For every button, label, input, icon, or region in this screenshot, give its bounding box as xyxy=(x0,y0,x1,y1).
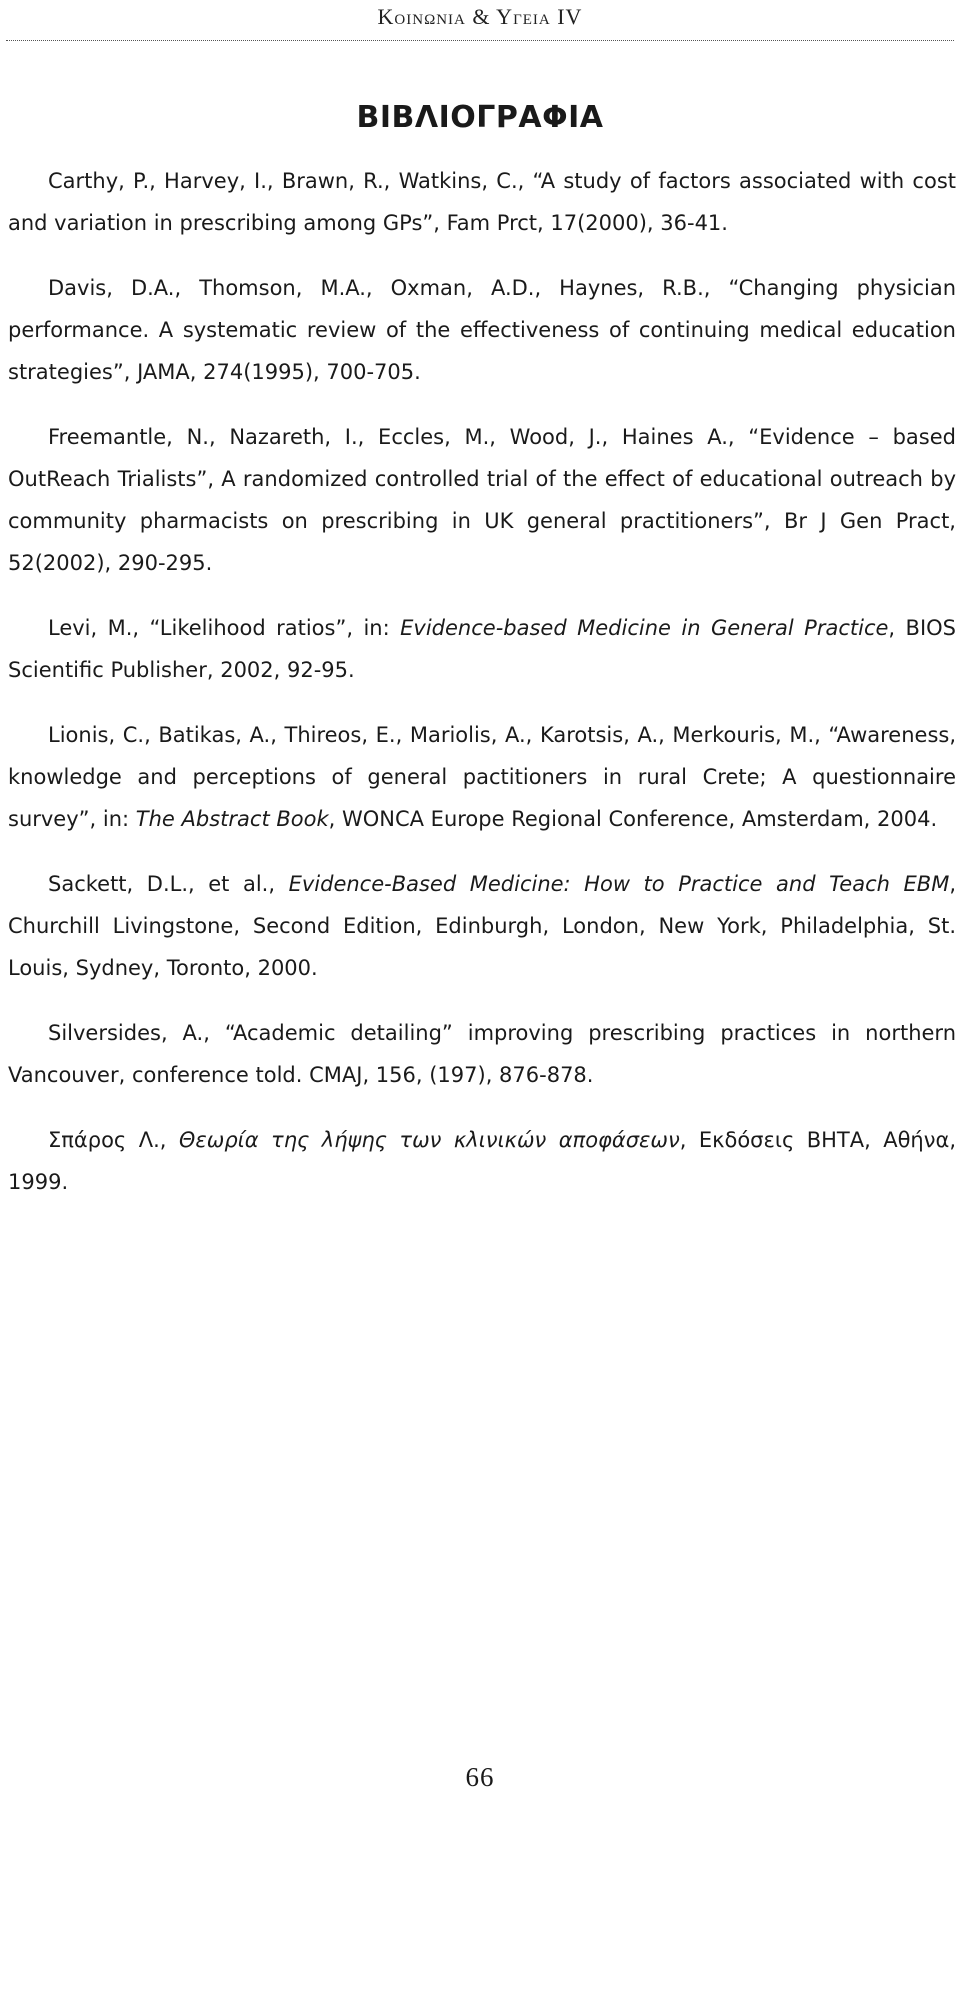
reference-italic-title: Evidence-based Medicine in General Practice xyxy=(400,616,889,640)
reference-item xyxy=(8,607,956,691)
page-number: 66 xyxy=(465,1762,495,1792)
reference-item xyxy=(8,714,956,840)
reference-text-tail: , WONCA Europe Regional Conference, Amsterdam, 2004. xyxy=(328,807,938,831)
reference-text: Carthy, P., Harvey, I., Brawn, R., Watkins, C., “A study of factors associated with cost and variation in prescribing among GPs”, Fam Prct, 17(2000), 36-41. xyxy=(8,169,956,235)
running-header: Κοινωνια & Υγεια IV xyxy=(377,4,583,29)
reference-text: Σπάρος Λ., xyxy=(48,1128,179,1152)
reference-text-tail: , Churchill Livingstone, Second Edition, Edinburgh, London, New York, Philadelphia, St. Louis, Sydney, Toronto, 2000. xyxy=(8,872,956,980)
reference-italic-title: The Abstract Book xyxy=(135,807,329,831)
reference-item xyxy=(8,1012,956,1096)
reference-italic-title: Θεωρία της λήψης των κλινικών αποφάσεων xyxy=(178,1128,680,1152)
reference-list xyxy=(8,160,956,1226)
reference-text: Silversides, A., “Academic detailing” improving prescribing practices in northern Vancouver, conference told. CMAJ, 156, (197), 876-878. xyxy=(8,1021,956,1087)
reference-text-tail: , Εκδόσεις ΒΗΤΑ, Αθήνα, 1999. xyxy=(8,1128,956,1194)
reference-item xyxy=(8,160,956,244)
reference-text: Sackett, D.L., et al., xyxy=(48,872,289,896)
reference-item xyxy=(8,1119,956,1203)
reference-text: Lionis, C., Batikas, A., Thireos, E., Mariolis, A., Karotsis, A., Merkouris, M., “Awareness, knowledge and perceptions of general pactitioners in rural Crete; A questionnaire survey”, in: xyxy=(8,723,956,831)
reference-text: Freemantle, N., Nazareth, I., Eccles, M., Wood, J., Haines A., “Evidence – based OutReach Trialists”, A randomized controlled trial of the effect of educational outreach by community pharmacists on prescribing in UK general practitioners”, Br J Gen Pract, 52(2002), 290-295. xyxy=(8,425,956,575)
reference-item xyxy=(8,416,956,584)
reference-text: Levi, M., “Likelihood ratios”, in: xyxy=(48,616,401,640)
reference-italic-title: Evidence-Based Medicine: How to Practice and Teach EBM xyxy=(288,872,950,896)
reference-item xyxy=(8,863,956,989)
reference-text-tail: , BIOS Scientific Publisher, 2002, 92-95. xyxy=(8,616,957,682)
reference-text: Davis, D.A., Thomson, M.A., Oxman, A.D., Haynes, R.B., “Changing physician performance. A systematic review of the effectiveness of continuing medical education strategies”, JAMA, 274(1995), 700-705. xyxy=(8,276,956,384)
reference-item xyxy=(8,267,956,393)
header-divider xyxy=(6,40,954,41)
section-title: ΒΙΒΛΙΟΓΡΑΦΙΑ xyxy=(356,100,604,135)
